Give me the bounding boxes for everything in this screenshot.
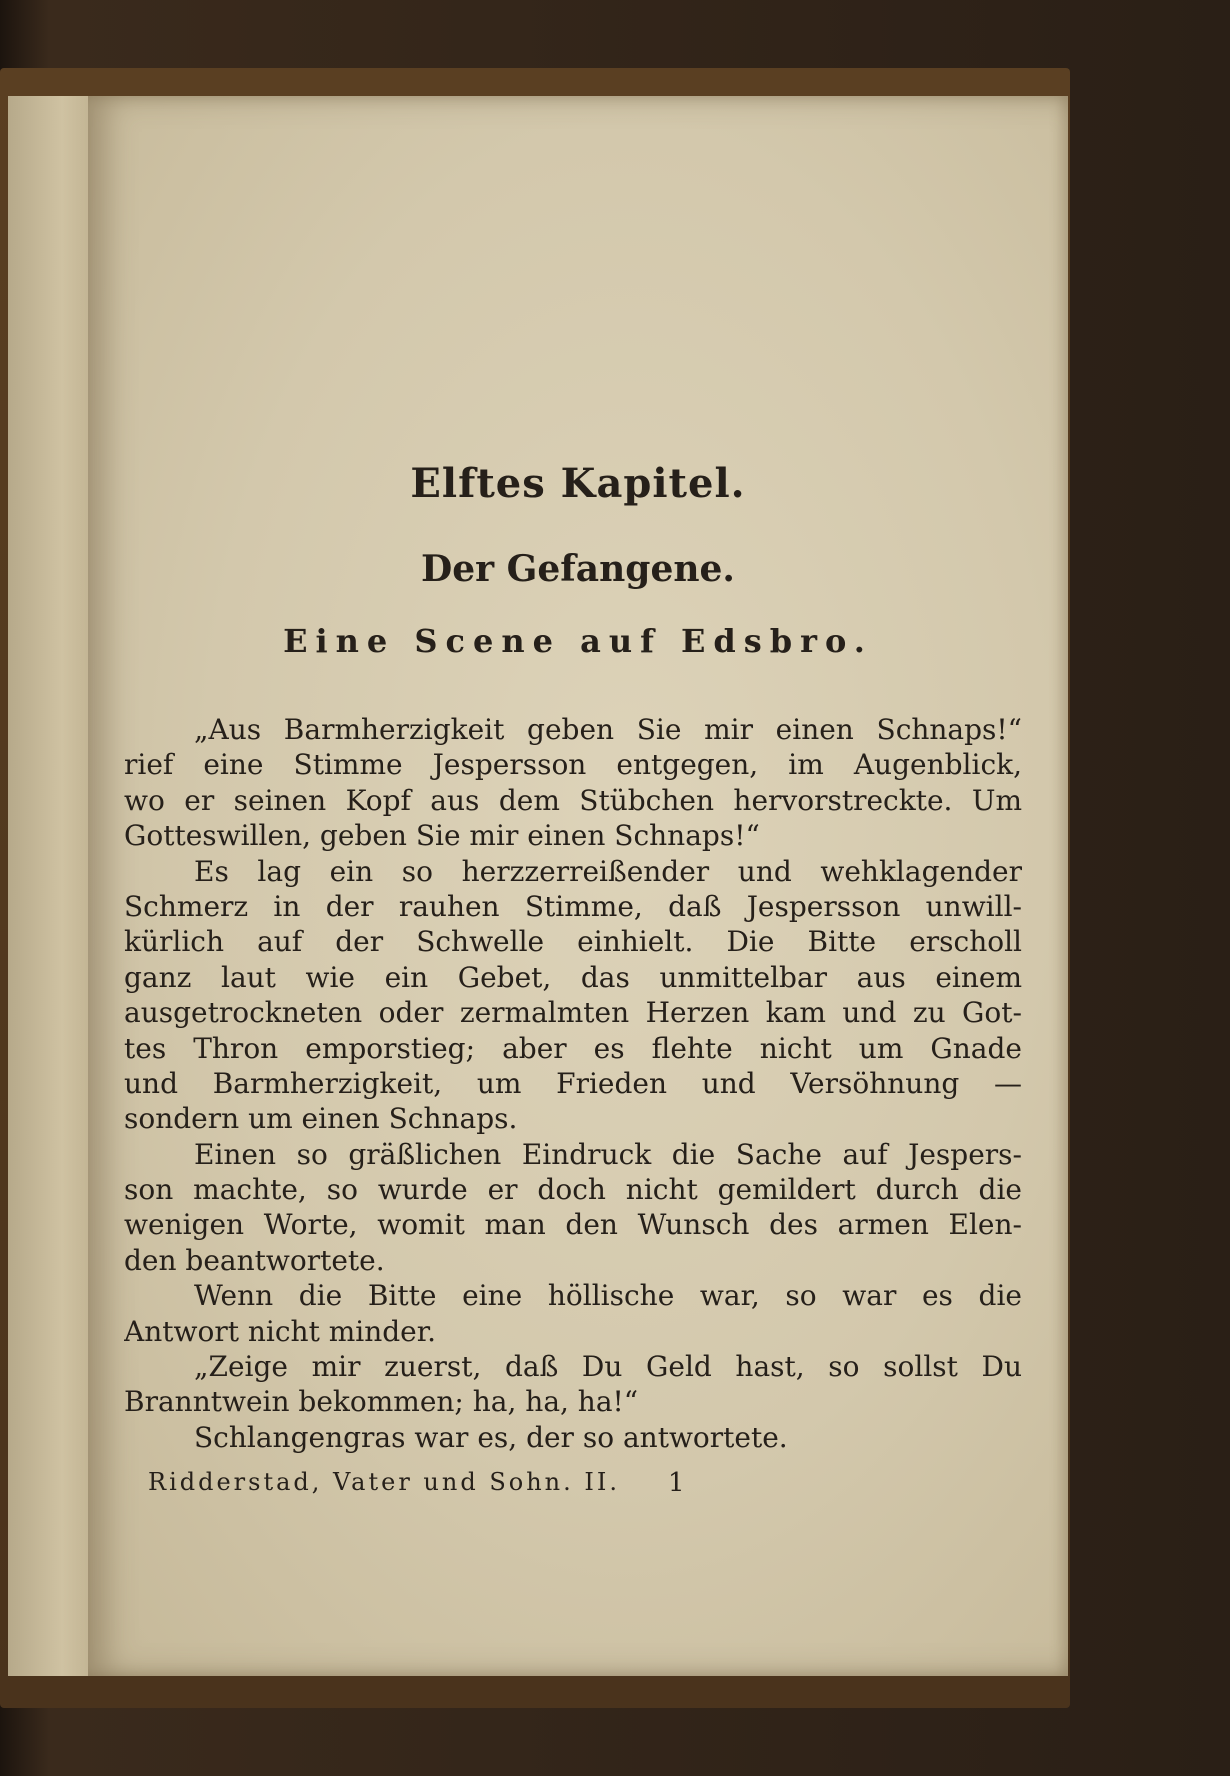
chapter-title: Elftes Kapitel. — [410, 460, 746, 507]
body-text — [124, 712, 1022, 1455]
text-line: den beantwortete. — [124, 1243, 385, 1277]
text-line: wo er seinen Kopf aus dem Stübchen hervorstreckte. Um — [124, 783, 1022, 817]
text-line: Wenn die Bitte eine höllische war, so war es die — [194, 1279, 1022, 1313]
text-line: und Barmherzigkeit, um Frieden und Versöhnung — — [124, 1066, 1022, 1100]
text-line: Einen so gräßlichen Eindruck die Sache auf Jespers- — [194, 1137, 1022, 1171]
text-line: ganz laut wie ein Gebet, das unmittelbar aus einem — [124, 960, 1022, 994]
footer-signature: Ridderstad, Vater und Sohn. II. — [148, 1468, 620, 1496]
text-line: sondern um einen Schnaps. — [124, 1102, 518, 1136]
text-line: ausgetrockneten oder zermalmten Herzen kam und zu Got- — [124, 996, 1022, 1030]
book-page — [88, 96, 1068, 1676]
text-line: Schmerz in der rauhen Stimme, daß Jespersson unwill- — [124, 889, 1022, 923]
text-line: Schlangengras war es, der so antwortete. — [194, 1420, 788, 1454]
text-line: kürlich auf der Schwelle einhielt. Die Bitte erscholl — [124, 925, 1022, 959]
text-line: Branntwein bekommen; ha, ha, ha!“ — [124, 1385, 639, 1419]
previous-page-edge — [8, 96, 98, 1676]
text-line: wenigen Worte, womit man den Wunsch des armen Elen- — [124, 1208, 1022, 1242]
text-line: „Zeige mir zuerst, daß Du Geld hast, so sollst Du — [194, 1350, 1022, 1384]
text-line: rief eine Stimme Jespersson entgegen, im Augenblick, — [124, 748, 1022, 782]
text-line: Gotteswillen, geben Sie mir einen Schnaps!“ — [124, 819, 760, 853]
text-line: „Aus Barmherzigkeit geben Sie mir einen Schnaps!“ — [194, 713, 1022, 746]
text-line: tes Thron emporstieg; aber es flehte nicht um Gnade — [124, 1031, 1022, 1065]
page-footer — [148, 1468, 848, 1496]
sheet-number: 1 — [668, 1468, 685, 1498]
text-line: Antwort nicht minder. — [124, 1314, 436, 1348]
scene-title: Eine Scene auf Edsbro. — [283, 622, 873, 660]
text-line: Es lag ein so herzzerreißender und wehklagender — [194, 854, 1022, 888]
chapter-subtitle: Der Gefangene. — [421, 548, 735, 590]
text-line: son machte, so wurde er doch nicht gemildert durch die — [124, 1173, 1022, 1207]
